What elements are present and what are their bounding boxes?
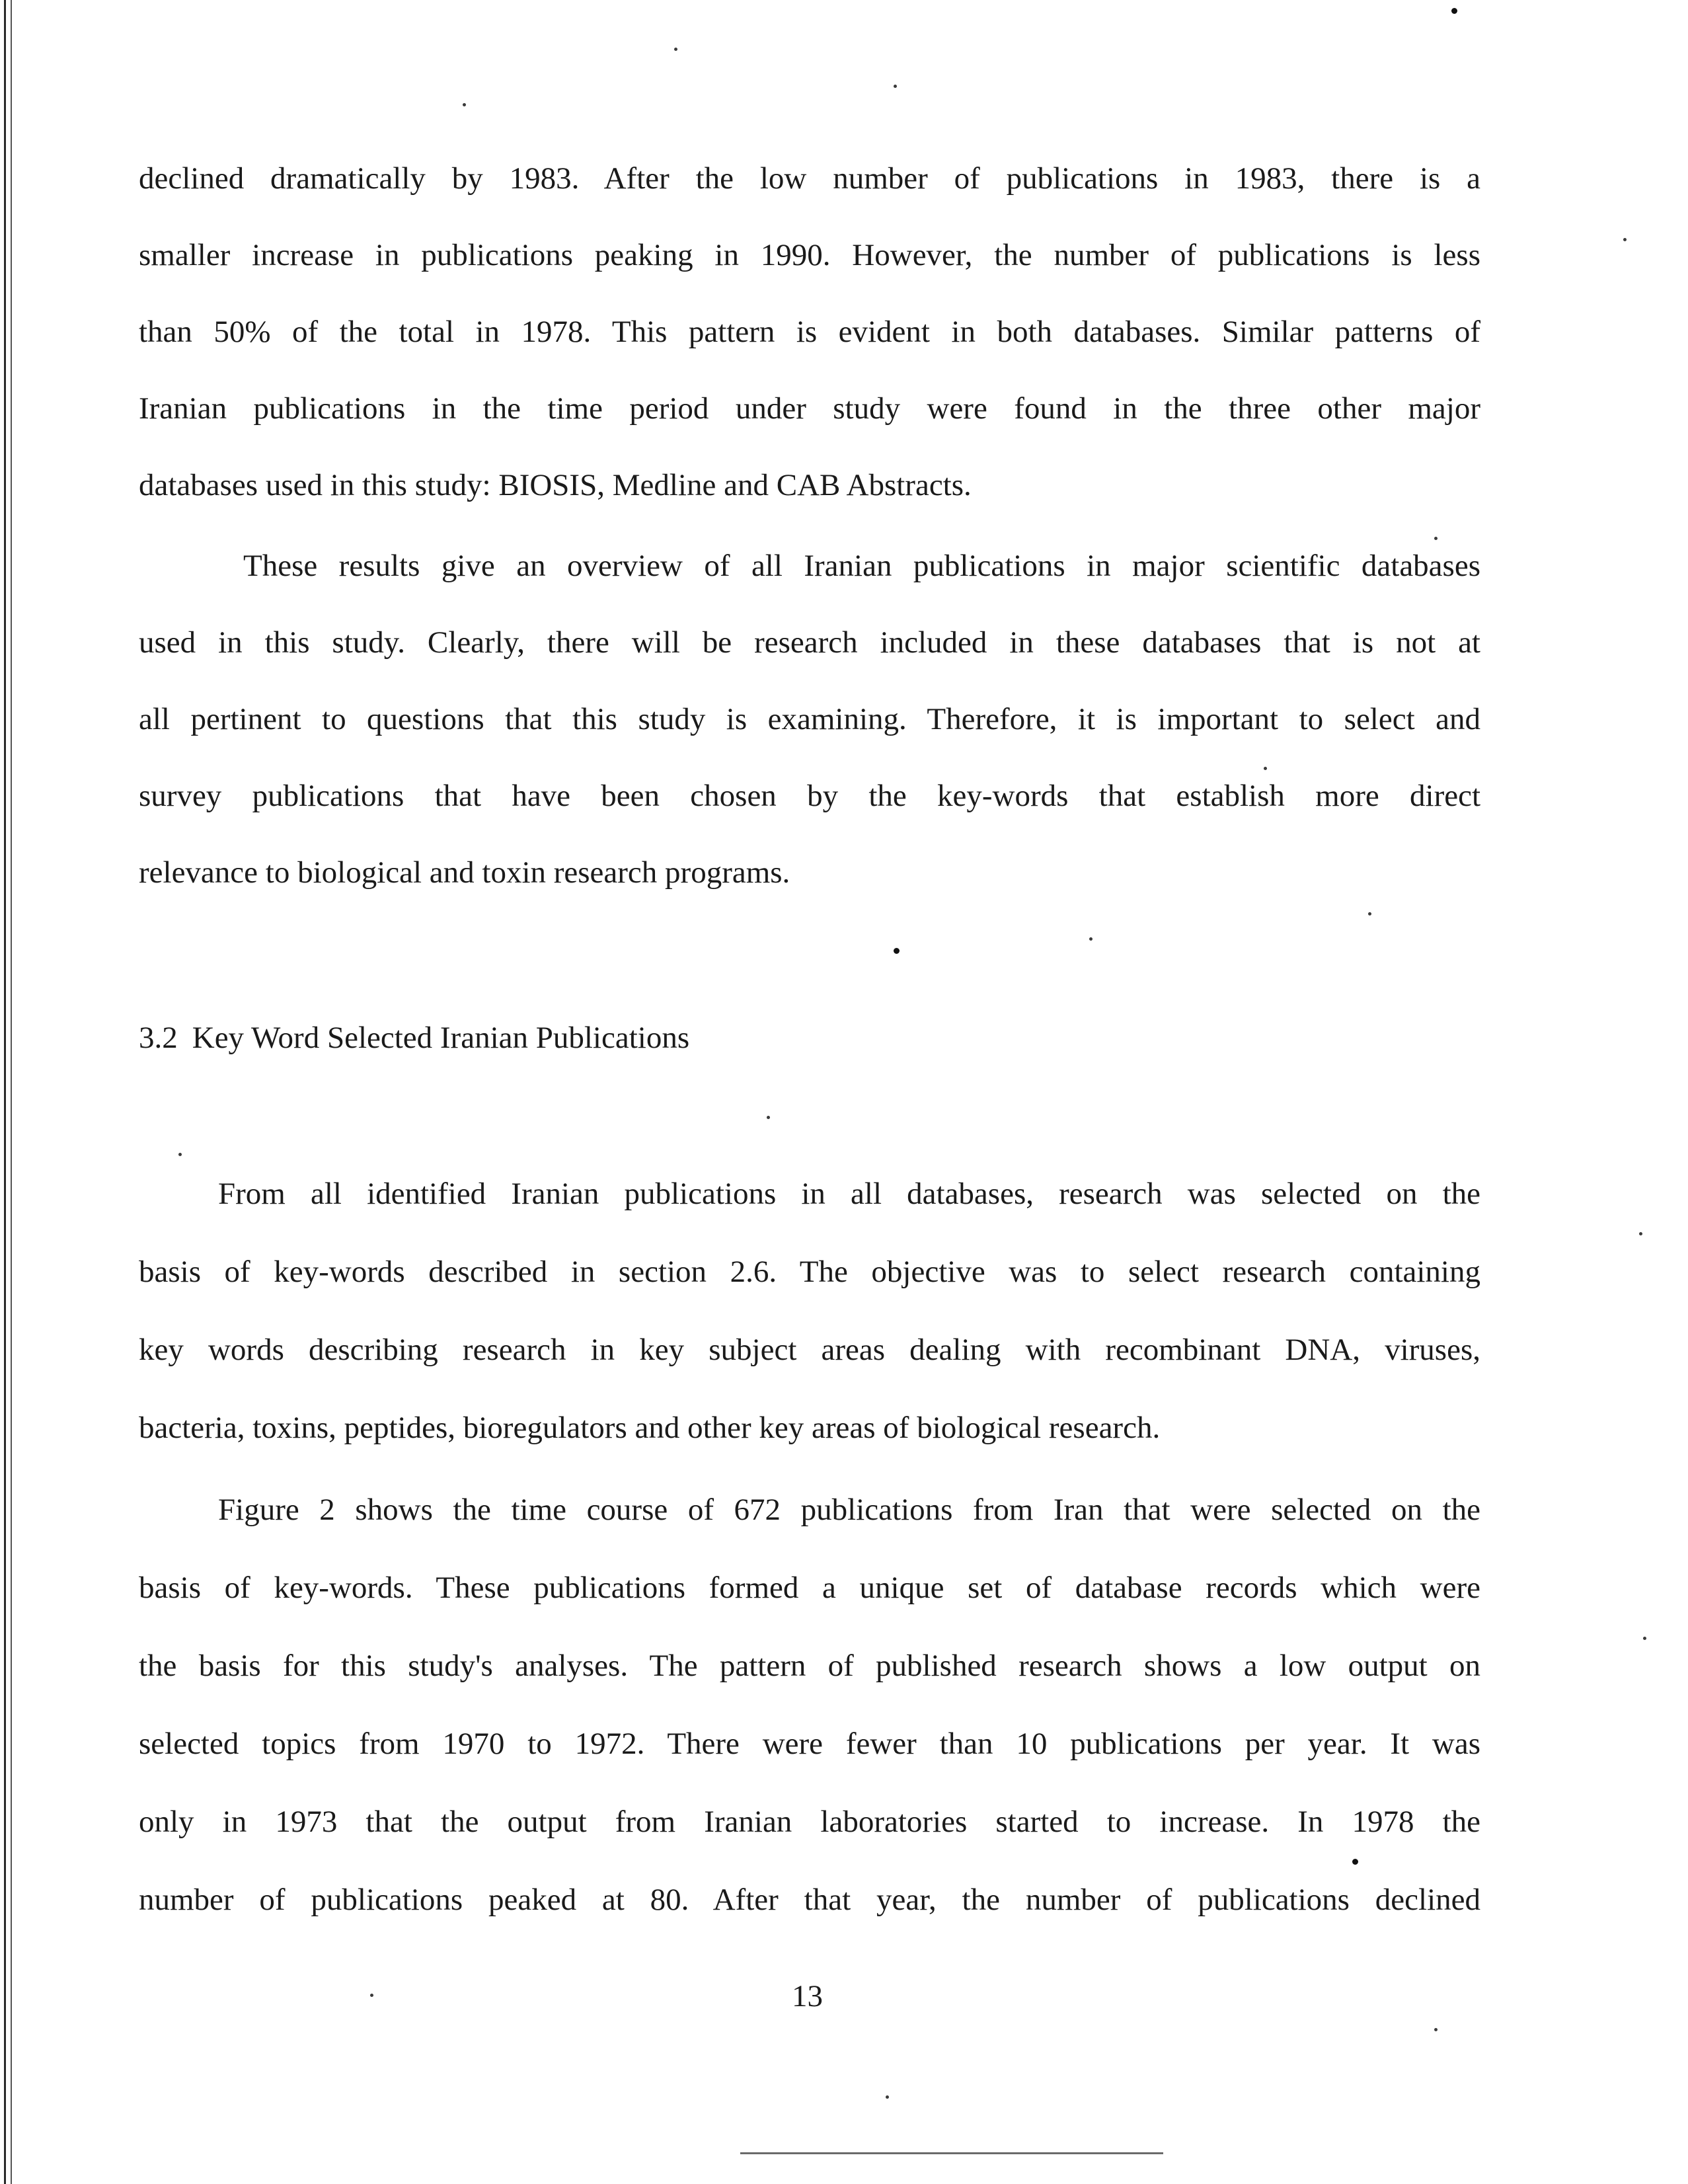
scan-speck	[767, 1116, 770, 1119]
text-line: survey publications that have been chosen by the key-words that establish more direct	[139, 779, 1480, 813]
scan-speck	[1643, 1637, 1646, 1640]
text-line: all pertinent to questions that this study is examining. Therefore, it is important to select and	[139, 702, 1480, 736]
scan-speck	[1434, 2028, 1438, 2031]
text-line: bacteria, toxins, peptides, bioregulators and other key areas of biological research.	[139, 1411, 1161, 1445]
scan-speck	[1089, 937, 1093, 941]
text-line: basis of key-words described in section 2.6. The objective was to select research containing	[139, 1255, 1480, 1289]
text-line: only in 1973 that the output from Iranian laboratories started to increase. In 1978 the	[139, 1805, 1480, 1839]
scan-speck	[674, 48, 677, 51]
scan-speck	[1434, 537, 1438, 540]
scan-speck	[1639, 1232, 1642, 1235]
scan-speck	[178, 1153, 182, 1156]
section-heading	[139, 1018, 689, 1058]
text-line: used in this study. Clearly, there will be research included in these databases that is not at	[139, 625, 1480, 660]
text-line: Figure 2 shows the time course of 672 publications from Iran that were selected on the	[218, 1493, 1480, 1527]
section-title: Key Word Selected Iranian Publications	[192, 1021, 690, 1055]
text-line: selected topics from 1970 to 1972. There were fewer than 10 publications per year. It was	[139, 1727, 1480, 1761]
text-line: than 50% of the total in 1978. This pattern is evident in both databases. Similar patterns of	[139, 315, 1480, 349]
text-line: Iranian publications in the time period under study were found in the three other major	[139, 391, 1480, 426]
page-number: 13	[792, 1979, 823, 2013]
scan-speck	[886, 2095, 889, 2099]
scan-speck	[1352, 1859, 1358, 1865]
text-line: databases used in this study: BIOSIS, Medline and CAB Abstracts.	[139, 468, 972, 502]
text-line: number of publications peaked at 80. After that year, the number of publications declined	[139, 1883, 1480, 1917]
scan-speck	[1451, 8, 1457, 14]
text-line: the basis for this study's analyses. The pattern of published research shows a low output on	[139, 1649, 1480, 1683]
text-line: smaller increase in publications peaking in 1990. However, the number of publications is less	[139, 238, 1480, 272]
section-number: 3.2	[139, 1021, 178, 1055]
scan-speck	[894, 948, 900, 954]
text-line: relevance to biological and toxin research programs.	[139, 855, 790, 890]
scan-artifact-rule	[740, 2152, 1163, 2154]
scan-speck	[1264, 767, 1267, 770]
text-line: basis of key-words. These publications formed a unique set of database records which were	[139, 1571, 1480, 1605]
scan-speck	[894, 85, 897, 88]
scan-speck	[463, 103, 466, 106]
text-line: declined dramatically by 1983. After the low number of publications in 1983, there is a	[139, 161, 1480, 196]
scan-speck	[370, 1994, 373, 1997]
text-line: From all identified Iranian publications in all databases, research was selected on the	[218, 1177, 1480, 1211]
text-line: These results give an overview of all Iranian publications in major scientific databases	[243, 549, 1480, 583]
text-line: key words describing research in key subject areas dealing with recombinant DNA, viruses,	[139, 1333, 1480, 1367]
scan-speck	[1623, 238, 1627, 241]
scan-speck	[1368, 912, 1371, 916]
